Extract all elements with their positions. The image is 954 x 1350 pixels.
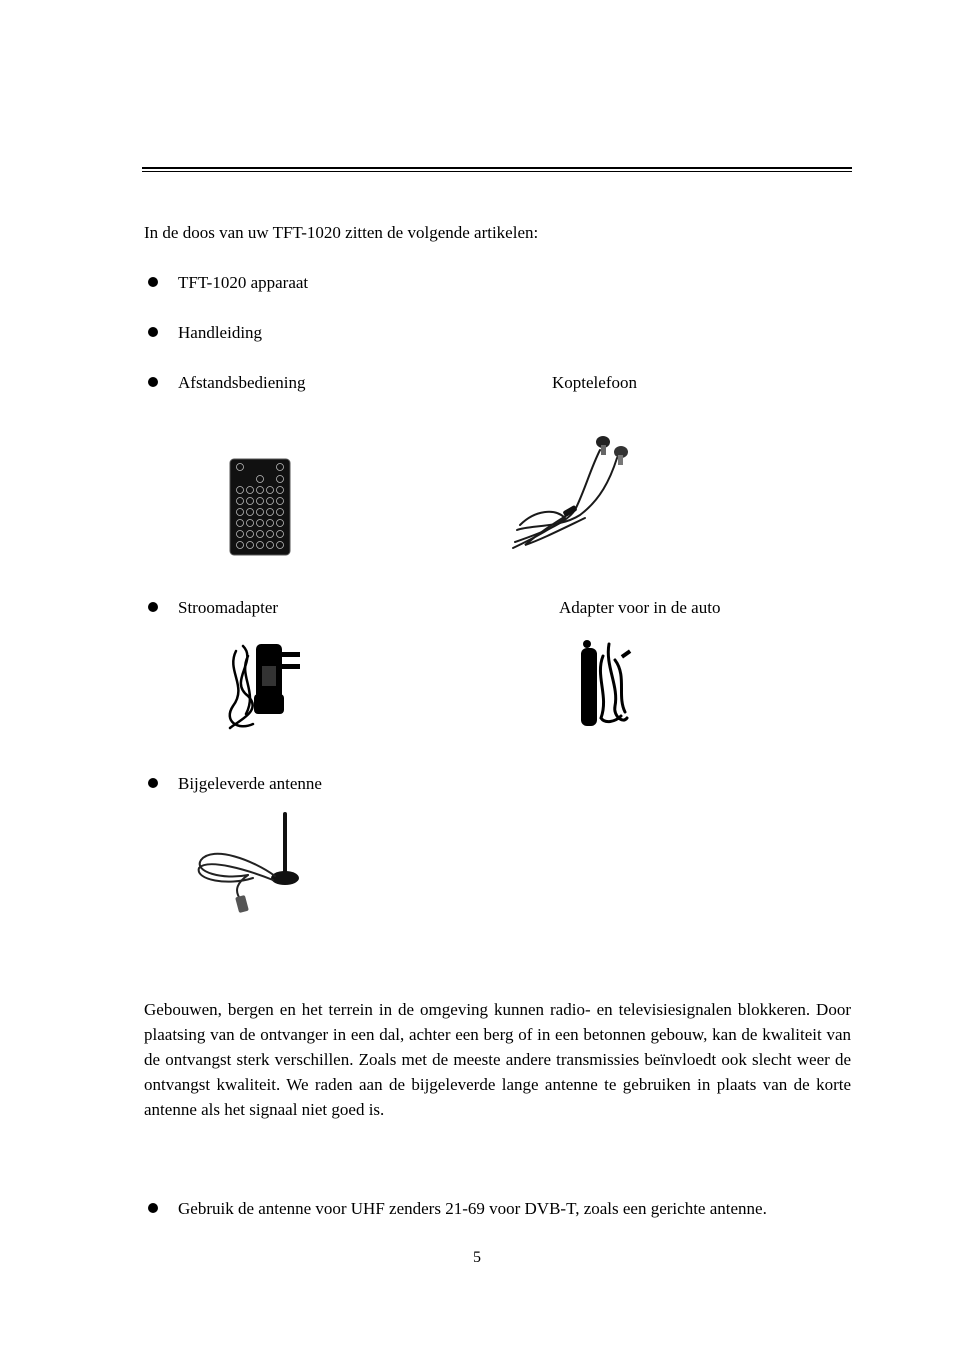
header-rule-thin	[142, 171, 852, 172]
intro-text: In de doos van uw TFT-1020 zitten de volgende artikelen:	[144, 223, 539, 242]
item-power-adapter: Stroomadapter	[178, 598, 279, 617]
bullet-icon	[148, 277, 158, 287]
page-number: 5	[473, 1249, 481, 1266]
antenna-usage-text: Gebruik de antenne voor UHF zenders 21-69 voor DVB-T, zoals een gerichte antenne.	[178, 1199, 767, 1218]
item-remote: Afstandsbediening	[178, 373, 306, 392]
header-rule-thick	[142, 167, 852, 169]
reception-paragraph: Gebouwen, bergen en het terrein in de omgeving kunnen radio- en televisiesignalen blokkeren. Door plaatsing van de ontvanger in een dal, achter een berg of in een betonnen gebouw, kan de kwaliteit van de ontvangst sterk verschillen. Zoals met de meeste andere transmissies beïnvloedt ook slecht weer de ontvangst kwaliteit. We raden aan de bijgeleverde lange antenne te gebruiken in plaats van de korte antenne als het signaal niet goed is.	[144, 1000, 851, 1119]
item-device: TFT-1020 apparaat	[178, 273, 309, 292]
bullet-icon	[148, 377, 158, 387]
bullet-icon	[148, 1203, 158, 1213]
bullet-icon	[148, 327, 158, 337]
item-manual: Handleiding	[178, 323, 263, 342]
car-adapter-image	[575, 636, 637, 732]
headphones-image	[505, 430, 640, 555]
remote-control-image	[228, 457, 292, 557]
power-adapter-image	[218, 636, 308, 734]
item-headphones: Koptelefoon	[552, 373, 637, 392]
bullet-icon	[148, 778, 158, 788]
item-car-adapter: Adapter voor in de auto	[559, 598, 721, 617]
antenna-image	[193, 810, 303, 915]
bullet-icon	[148, 602, 158, 612]
item-antenna: Bijgeleverde antenne	[178, 774, 322, 793]
